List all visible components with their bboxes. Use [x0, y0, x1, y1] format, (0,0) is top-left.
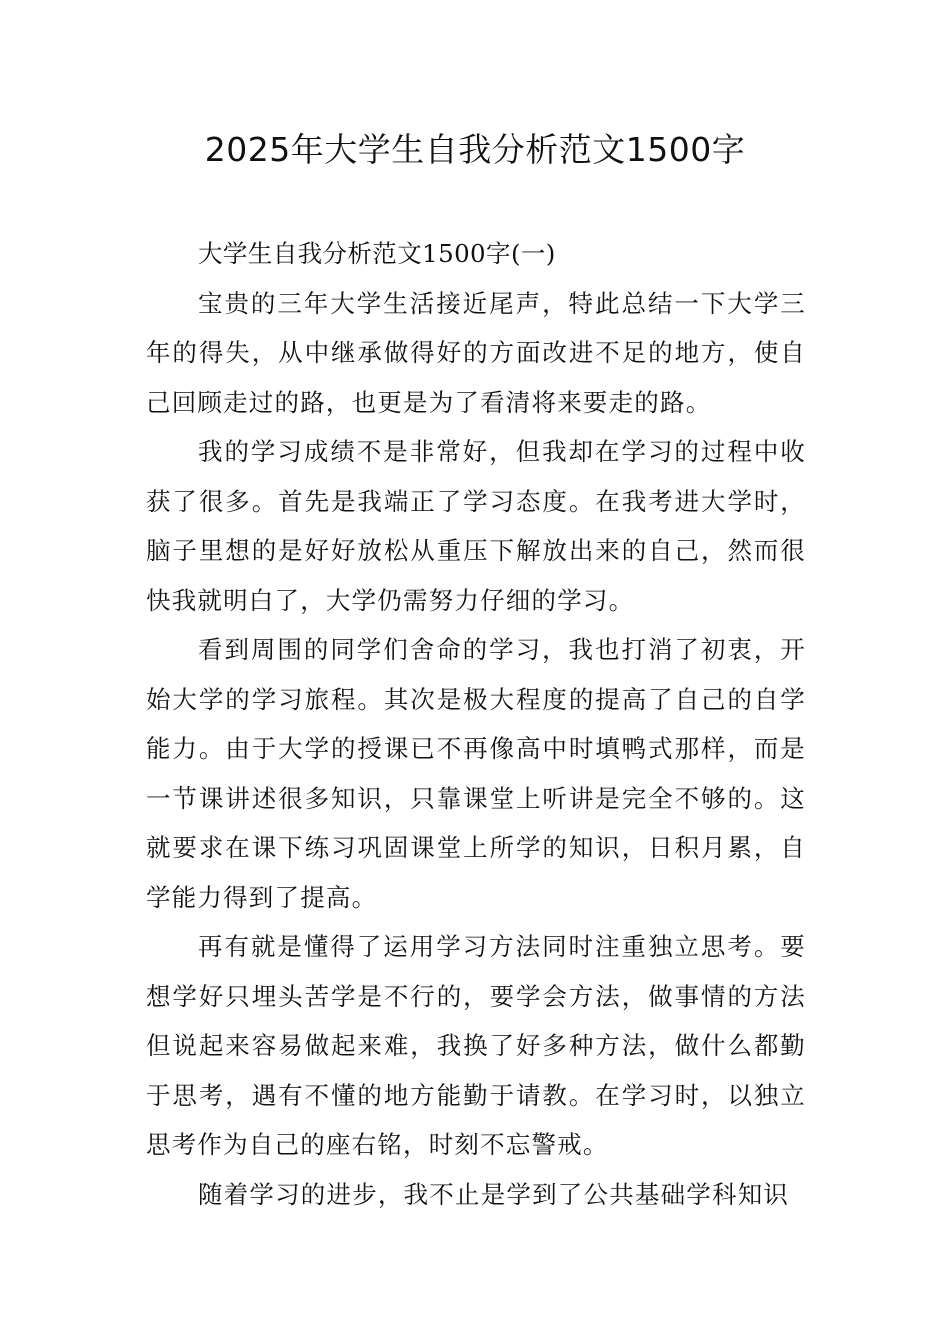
- paragraph-4: 再有就是懂得了运用学习方法同时注重独立思考。要想学好只埋头苦学是不行的，要学会方法，做事情的方法但说起来容易做起来难，我换了好多种方法，做什么都勤于思考，遇有不懂的地方能勤于请教。在学习时，以独立思考作为自己的座右铭，时刻不忘警戒。: [146, 932, 806, 1159]
- paragraph-5: 随着学习的进步，我不止是学到了公共基础学科知识: [198, 1179, 790, 1209]
- document-title: 2025年大学生自我分析范文1500字: [204, 130, 746, 169]
- paragraph-2: 我的学习成绩不是非常好，但我却在学习的过程中收获了很多。首先是我端正了学习态度。在我考进大学时，脑子里想的是好好放松从重压下解放出来的自己，然而很快我就明白了，大学仍需努力仔细的学习。: [146, 437, 806, 615]
- section-heading: 大学生自我分析范文1500字(一): [198, 239, 556, 268]
- document-body: [146, 229, 806, 1219]
- paragraph-3: 看到周围的同学们舍命的学习，我也打消了初衷，开始大学的学习旅程。其次是极大程度的提高了自己的自学能力。由于大学的授课已不再像高中时填鸭式那样，而是一节课讲述很多知识，只靠课堂上听讲是完全不够的。这就要求在课下练习巩固课堂上所学的知识，日积月累，自学能力得到了提高。: [146, 635, 806, 912]
- paragraph-1: 宝贵的三年大学生活接近尾声，特此总结一下大学三年的得失，从中继承做得好的方面改进不足的地方，使自己回顾走过的路，也更是为了看清将来要走的路。: [146, 288, 806, 417]
